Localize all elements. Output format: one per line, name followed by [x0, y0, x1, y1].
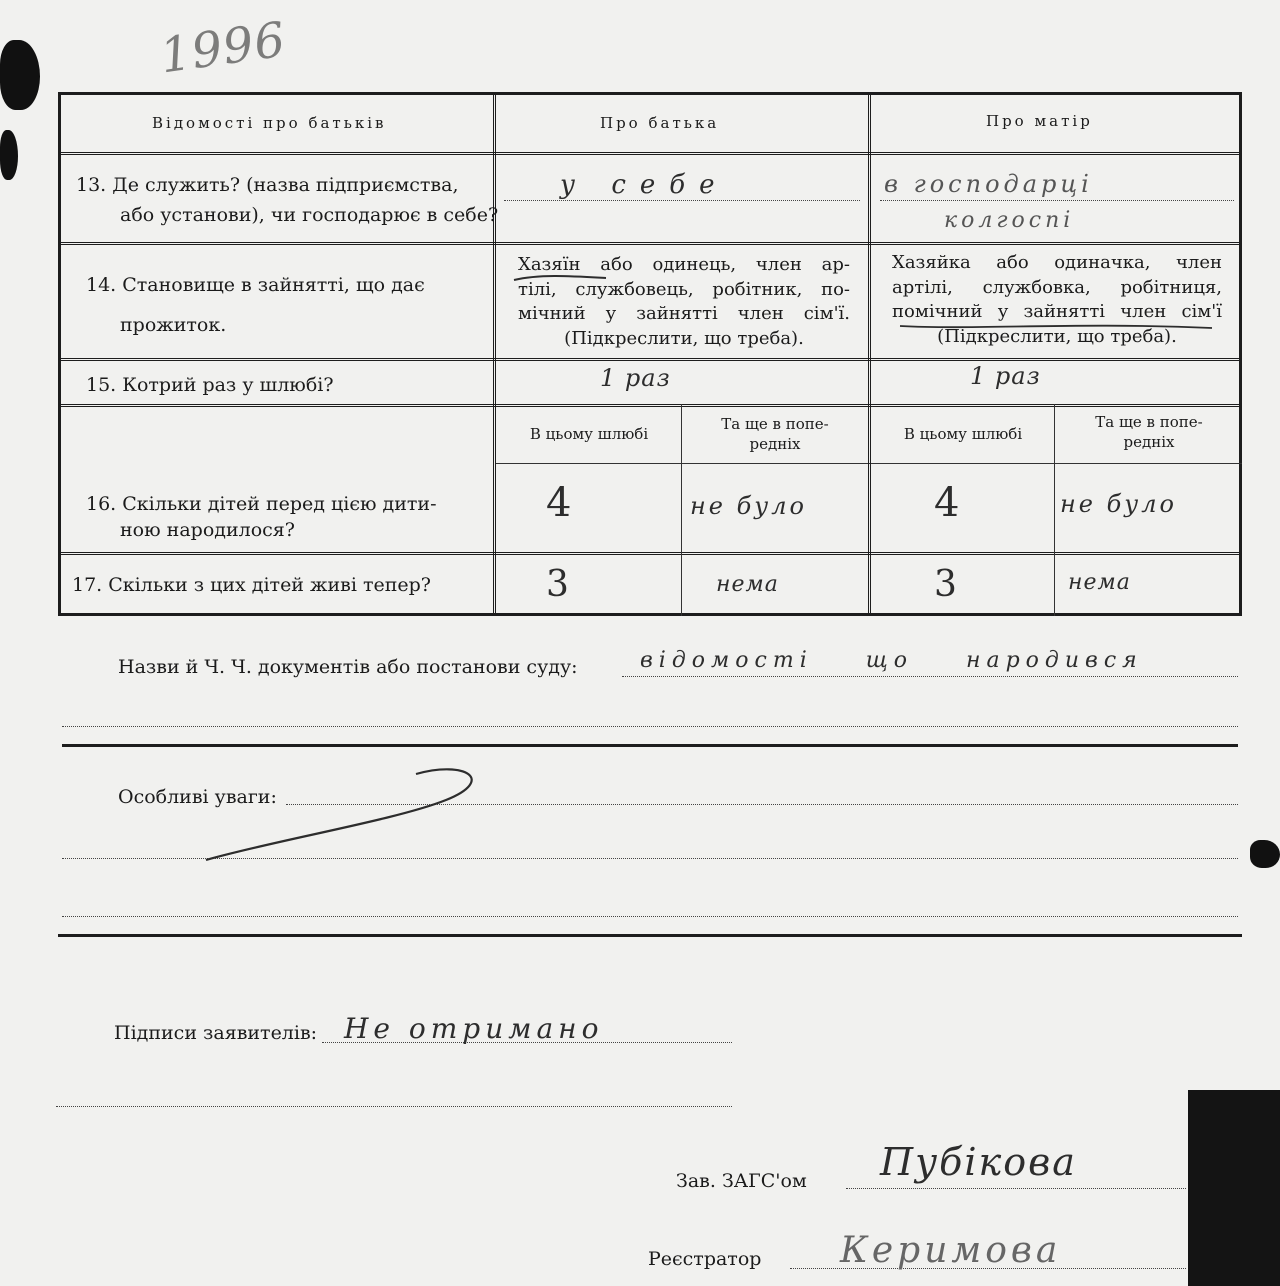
row16-father-sub-this-marriage: В цьому шлюбі — [529, 425, 649, 443]
header-about-mother: Про матір — [986, 112, 1093, 130]
row16-mother-sub-previous-line2: редніх — [1123, 433, 1175, 451]
row17-father-prev-value: нема — [716, 572, 779, 597]
row14-father-underline-mark — [510, 270, 610, 290]
table-vline — [868, 92, 871, 616]
row14-question-line2: прожиток. — [120, 314, 227, 336]
notes-strike-mark — [196, 760, 496, 870]
row17-mother-this-value: 3 — [934, 564, 958, 605]
row13-question-line1: 13. Де служить? (назва підприємства, — [76, 174, 459, 196]
zags-dotline — [846, 1188, 1186, 1189]
row17-mother-prev-value: нема — [1068, 570, 1131, 595]
row16-mother-sub-this-marriage: В цьому шлюбі — [903, 425, 1023, 443]
row16-mother-prev-value: не було — [1060, 490, 1177, 518]
table-hline — [58, 358, 1242, 361]
header-parents-info: Відомості про батьків — [152, 114, 387, 132]
row17-question: 17. Скільки з цих дітей живі тепер? — [72, 574, 431, 596]
table-hline — [58, 404, 1242, 407]
table-vline-sub — [1054, 404, 1055, 616]
row14-mother-option-line: Хазяйка або одиначка, член — [892, 252, 1222, 273]
zags-signature: Пубікова — [880, 1140, 1077, 1184]
row14-question-line1: 14. Становище в зайнятті, що дає — [86, 274, 425, 296]
row13-mother-value-line2: колгоспі — [944, 208, 1075, 233]
documents-rule — [62, 744, 1238, 747]
header-about-father: Про батька — [600, 114, 720, 132]
table-hline — [58, 152, 1242, 155]
row16-father-prev-value: не було — [690, 492, 807, 520]
notes-rule — [58, 934, 1242, 937]
registrar-label: Реєстратор — [648, 1248, 762, 1270]
row16-question-line2: ною народилося? — [120, 519, 295, 541]
documents-dotline-2 — [62, 726, 1238, 727]
scan-stain-top-left — [0, 40, 40, 110]
documents-label: Назви й Ч. Ч. документів або постанови суду: — [118, 656, 578, 678]
row14-mother-option-line: (Підкреслити, що треба). — [937, 325, 1177, 347]
row13-mother-dotline — [880, 200, 1234, 201]
row16-mother-this-value: 4 — [934, 480, 961, 526]
row16-father-sub-previous-line1: Та ще в попе- — [721, 415, 829, 433]
table-hline — [58, 552, 1242, 555]
signatures-dotline-2 — [56, 1106, 732, 1107]
row15-father-value: 1 раз — [600, 364, 671, 392]
signatures-label: Підписи заявителів: — [114, 1022, 318, 1044]
row14-father-option-line: мічний у зайнятті член сім'ї. — [518, 303, 850, 324]
row15-question: 15. Котрий раз у шлюбі? — [86, 374, 334, 396]
row14-father-option-line: тілі, службовець, робітник, по- — [518, 278, 850, 300]
row17-father-this-value: 3 — [546, 564, 570, 605]
row13-father-value: у себе — [560, 170, 729, 200]
table-vline-sub — [681, 404, 682, 616]
documents-dotline — [622, 676, 1238, 677]
row14-mother-option-line: артілі, службовка, робітниця, — [892, 276, 1222, 298]
row14-father-option-line: Хазяїн або одинець, член ар- — [518, 254, 850, 275]
documents-value: відомості що народився — [640, 648, 1143, 673]
table-vline — [493, 92, 496, 616]
row14-father-options — [518, 253, 850, 351]
row16-question-line1: 16. Скільки дітей перед цією дити- — [86, 493, 437, 515]
corner-note: 1996 — [156, 11, 290, 85]
scan-stain-right-mid — [1250, 840, 1280, 868]
scan-dark-corner-bottom-right — [1188, 1090, 1280, 1286]
row13-mother-value-line1: в господарці — [884, 170, 1093, 198]
table-hline — [58, 242, 1242, 245]
row13-father-dotline — [504, 200, 860, 201]
row16-father-sub-previous-line2: редніх — [749, 435, 801, 453]
row14-mother-underline-mark — [896, 318, 1216, 338]
registrar-signature: Керимова — [840, 1230, 1062, 1271]
row13-question-line2: або установи), чи господарює в себе? — [120, 204, 499, 226]
row16-mother-sub-previous-line1: Та ще в попе- — [1095, 413, 1203, 431]
row15-mother-value: 1 раз — [970, 362, 1041, 390]
zags-label: Зав. ЗАГС'ом — [676, 1170, 807, 1192]
row16-father-this-value: 4 — [546, 480, 573, 526]
notes-label: Особливі уваги: — [118, 786, 277, 808]
signatures-value: Не отримано — [344, 1012, 604, 1045]
notes-dotline-3 — [62, 916, 1238, 917]
row14-mother-option-line: помічний у зайнятті член сім'ї — [892, 301, 1222, 322]
row14-father-option-line: (Підкреслити, що треба). — [564, 327, 804, 349]
scan-stain-left — [0, 130, 18, 180]
